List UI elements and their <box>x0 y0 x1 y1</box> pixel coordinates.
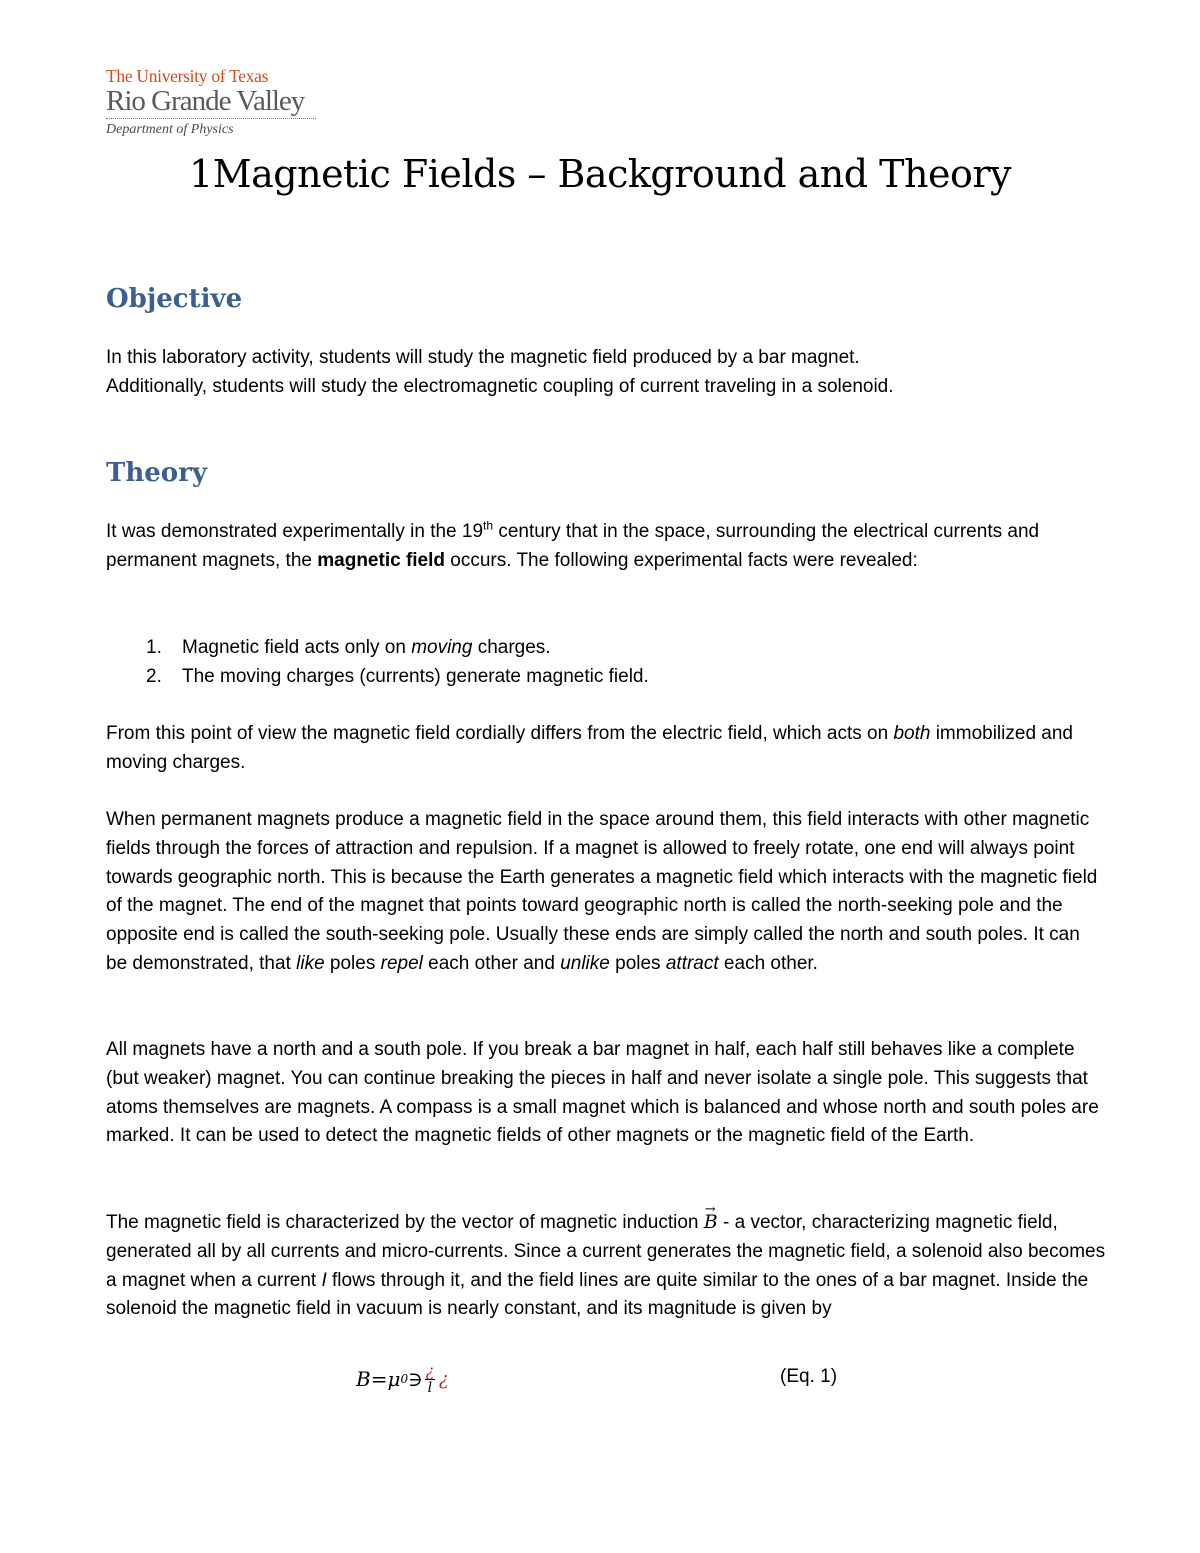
equation-mu: μ <box>387 1367 401 1391</box>
text-run: The magnetic field is characterized by the vector of magnetic induction <box>106 1212 704 1233</box>
objective-line-2: Additionally, students will study the electromagnetic coupling of current traveling in a solenoid. <box>106 375 894 397</box>
fraction-denominator: l <box>427 1379 433 1396</box>
objective-heading: Objective <box>106 284 243 314</box>
vector-b-symbol: → B <box>704 1208 718 1237</box>
fraction-numerator: ¿ <box>425 1360 435 1380</box>
text-run: immobilized and moving charges. <box>106 723 1073 773</box>
equation-1 <box>356 1357 449 1401</box>
logo-line-university: The University of Texas <box>106 66 269 86</box>
objective-line-1: In this laboratory activity, students will study the magnetic field produced by a bar magnet. <box>106 347 860 368</box>
equation-symbol: ∋ <box>408 1367 423 1391</box>
page-title: 1Magnetic Fields – Background and Theory <box>189 152 1011 196</box>
equation-equals: = <box>370 1367 388 1391</box>
list-item <box>146 663 1046 692</box>
objective-text <box>106 344 1106 402</box>
logo-line-department: Department of Physics <box>106 122 234 137</box>
bold-term: magnetic field <box>317 549 445 571</box>
equation-lhs: B <box>356 1367 371 1391</box>
text-run: occurs. The following experimental facts were revealed: <box>445 549 918 571</box>
text-run: flows through it, and the field lines are quite similar to the ones of a bar magnet. Inside the solenoid the magnetic field in vacuum is nearly constant, and its magnitude is given by <box>106 1269 1089 1320</box>
theory-paragraph-2 <box>106 720 1106 778</box>
text-run: each other and <box>422 952 561 974</box>
theory-paragraph-1 <box>106 518 1106 576</box>
emphasis: unlike <box>560 952 610 974</box>
emphasis: like <box>296 952 325 974</box>
text-run: charges. <box>472 637 551 658</box>
logo-divider <box>106 118 316 119</box>
text-run: - a vector, characterizing magnetic field, generated all by all currents and micro-currents. Since a current generates the magnetic field, a solenoid also becomes a magnet when a current <box>106 1212 1106 1291</box>
text-run: Magnetic field acts only on <box>182 637 412 658</box>
emphasis: attract <box>665 952 719 974</box>
list-number: 2. <box>146 665 162 687</box>
emphasis: repel <box>380 952 423 974</box>
equation-label: (Eq. 1) <box>780 1366 838 1387</box>
text-run: poles <box>324 952 381 974</box>
university-logo <box>106 66 336 139</box>
list-item <box>146 634 1046 663</box>
logo-line-campus: Rio Grande Valley <box>106 85 305 117</box>
text-run: poles <box>609 952 666 974</box>
superscript: th <box>483 518 494 533</box>
text-run: It was demonstrated experimentally in the 19 <box>106 521 484 542</box>
emphasis: moving <box>411 637 473 658</box>
text-run: The moving charges (currents) generate magnetic field. <box>182 665 649 687</box>
theory-paragraph-4: All magnets have a north and a south pole. If you break a bar magnet in half, each half still behaves like a complete (but weaker) magnet. You can continue breaking the pieces in half and never isolate a single pole. This suggests that atoms themselves are magnets. A compass is a small magnet which is balanced and whose north and south poles are marked. It can be used to detect the magnetic fields of other magnets or the magnetic field of the Earth. <box>106 1039 1099 1147</box>
list-number: 1. <box>146 637 162 658</box>
equation-tail: ¿ <box>438 1368 449 1390</box>
emphasis: both <box>893 723 931 744</box>
text-run: From this point of view the magnetic field cordially differs from the electric field, which acts on <box>106 723 894 744</box>
emphasis: I <box>321 1269 327 1291</box>
facts-list <box>146 634 1046 692</box>
text-run: century that in the space, surrounding the electrical currents and permanent magnets, the <box>106 521 1040 571</box>
text-run: each other. <box>718 952 818 974</box>
theory-paragraph-3 <box>106 806 1106 979</box>
theory-paragraph-5 <box>106 1208 1106 1324</box>
text-run: When permanent magnets produce a magnetic field in the space around them, this field interacts with other magnetic fields through the forces of attraction and repulsion. If a magnet is allowed to freely rotate, one end will always point towards geographic north. This is because the Earth generates a magnetic field which interacts with the magnetic field of the magnet. The end of the magnet that points toward geographic north is called the north-seeking pole and the opposite end is called the south-seeking pole. Usually these ends are simply called the north and south poles. It can be demonstrated, that <box>106 809 1098 974</box>
theory-heading: Theory <box>106 458 207 488</box>
equation-mu-subscript: 0 <box>400 1372 409 1386</box>
equation-fraction <box>425 1360 435 1396</box>
